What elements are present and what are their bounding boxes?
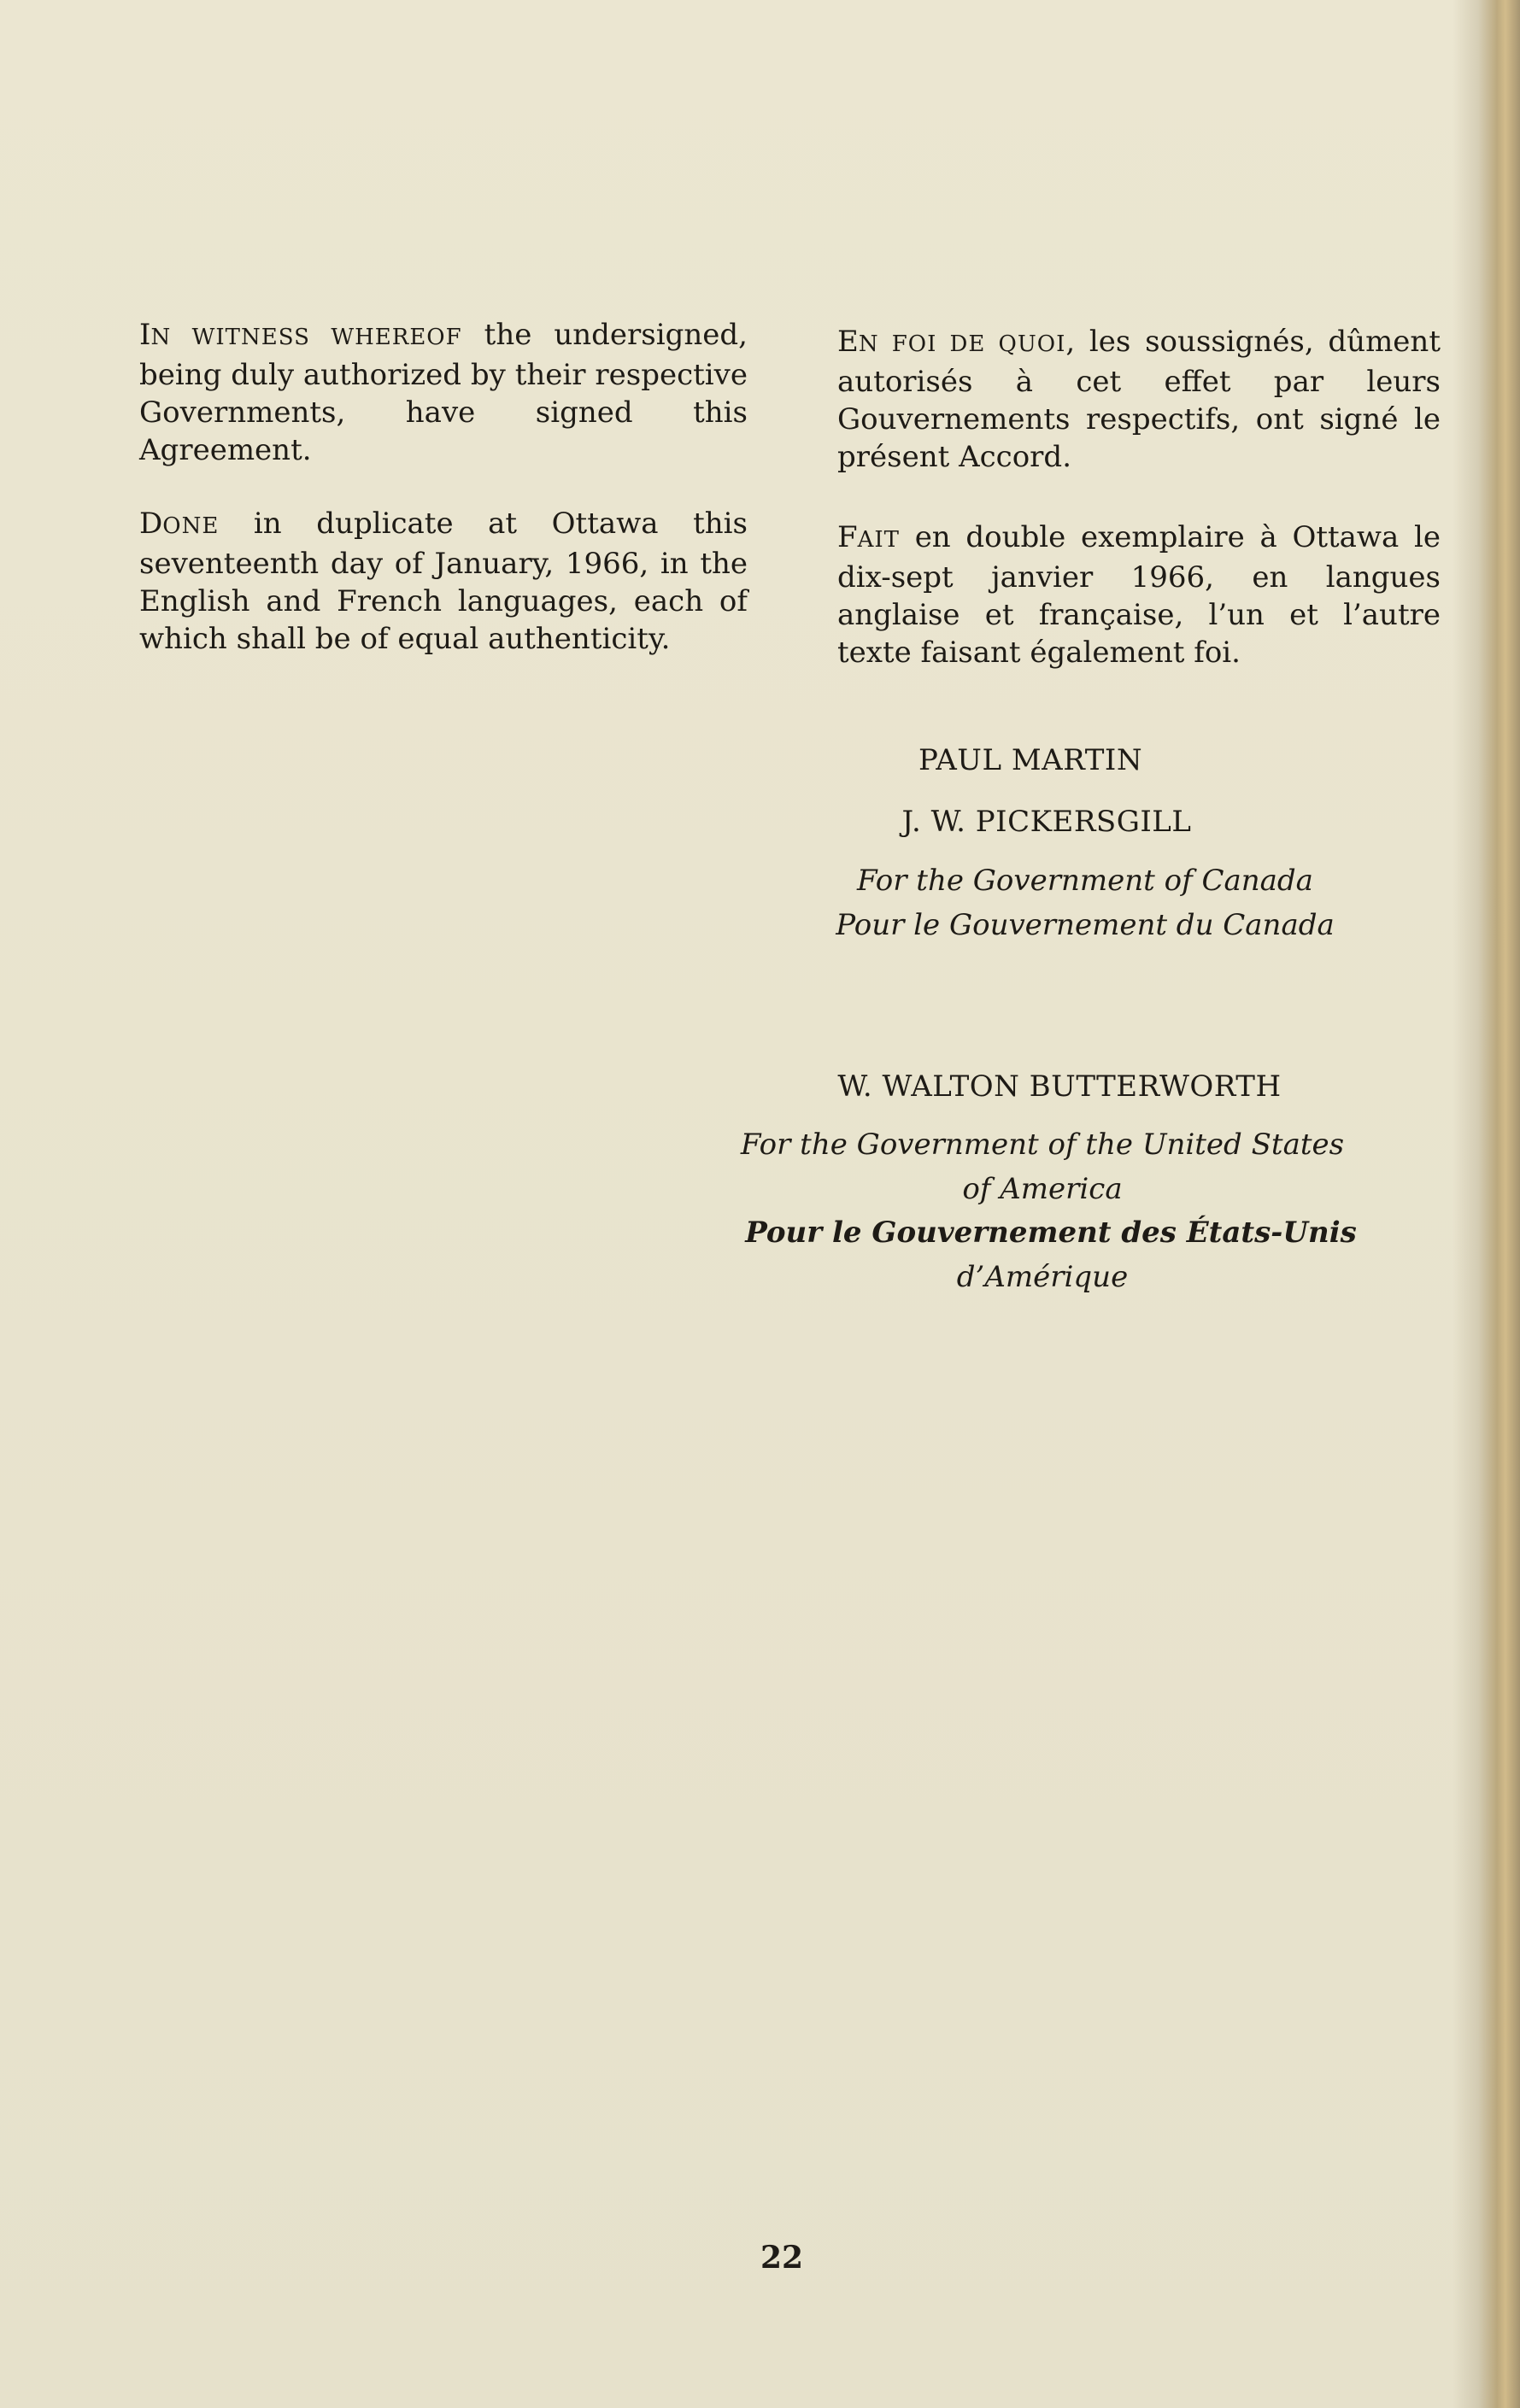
witness-lead-smallcaps: N WITNESS WHEREOF (150, 325, 462, 350)
done-text-en: in duplicate at Ottawa this seventeenth day of January, 1966, in the English and French languages, each of which shall be of equal authenticity. (139, 507, 748, 656)
fait-lead-smallcaps: AIT (857, 527, 900, 553)
for-government-canada-en: For the Government of Canada (857, 864, 1313, 898)
witness-paragraph-en (139, 316, 748, 469)
fait-lead-initial: F (837, 520, 858, 554)
witness-text-fr: , les soussignés, dûment autorisés à cet effet par leurs Gouvernements respectifs, ont signé le présent Accord. (837, 325, 1441, 474)
done-lead-initial: D (139, 507, 163, 541)
signer-pickersgill: J. W. PICKERSGILL (901, 805, 1192, 839)
right-column-french (837, 323, 1441, 671)
for-government-usa-fr-line1 (709, 1211, 1393, 1255)
done-lead-smallcaps: ONE (162, 513, 220, 539)
done-text-fr: en double exemplaire à Ottawa le dix-sept janvier 1966, en langues anglaise et française, l’un et l’autre texte faisant également foi. (837, 520, 1441, 670)
for-government-usa-fr-text: Pour le Gouvernement des États-Unis (745, 1216, 1357, 1250)
en-foi-lead-initial: E (837, 325, 859, 359)
page-number: 22 (760, 2240, 804, 2276)
for-government-usa-fr-line2: d’Amérique (956, 1260, 1129, 1294)
done-paragraph-en (139, 505, 748, 658)
en-foi-lead-smallcaps: N FOI DE QUOI (858, 331, 1066, 357)
left-column-english (139, 316, 748, 658)
witness-lead-initial: I (139, 318, 151, 352)
for-government-usa-en-line1: For the Government of the United States (740, 1128, 1345, 1162)
for-government-usa-en-line2: of America (962, 1172, 1123, 1206)
signer-paul-martin: PAUL MARTIN (918, 743, 1143, 777)
done-paragraph-fr (837, 519, 1441, 671)
witness-text-en: the undersigned, being duly authorized by their respective Governments, have signed this Agreement. (139, 318, 748, 467)
signer-butterworth: W. WALTON BUTTERWORTH (837, 1069, 1282, 1104)
witness-paragraph-fr (837, 323, 1441, 476)
for-government-canada-fr: Pour le Gouvernement du Canada (836, 908, 1335, 942)
